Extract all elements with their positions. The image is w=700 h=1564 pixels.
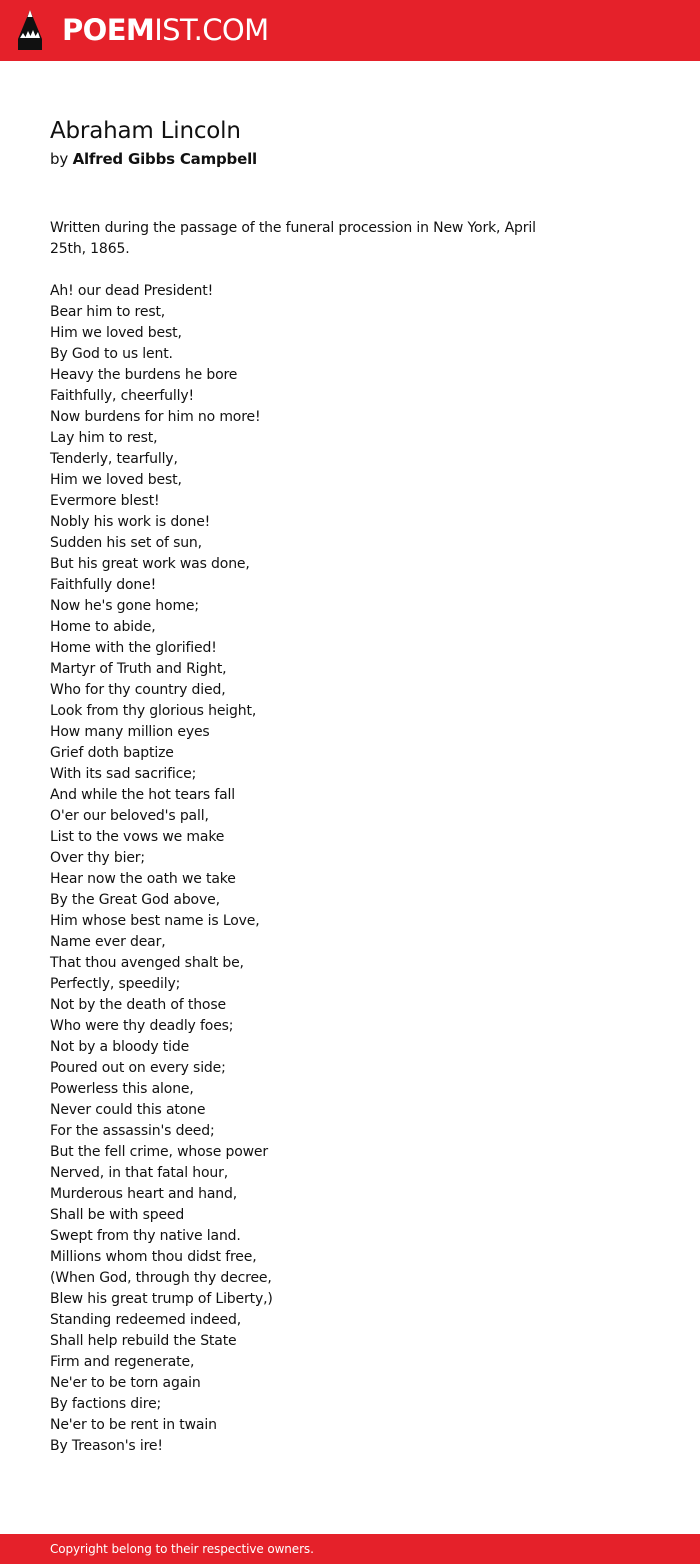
poem-line: Ah! our dead President! xyxy=(50,283,214,299)
poem-line: List to the vows we make xyxy=(50,829,225,845)
poem-line: Who were thy deadly foes; xyxy=(50,1018,234,1034)
poem-line: That thou avenged shalt be, xyxy=(50,955,244,971)
poem-line: Home to abide, xyxy=(50,619,156,635)
poem-line: Home with the glorified! xyxy=(50,640,217,656)
byline-label: by xyxy=(50,150,68,168)
poem-line: But his great work was done, xyxy=(50,556,250,572)
site-logo[interactable] xyxy=(62,12,269,48)
poem-line: Shall be with speed xyxy=(50,1207,185,1223)
poem-line: Faithfully done! xyxy=(50,577,157,593)
poem-line: Poured out on every side; xyxy=(50,1060,226,1076)
poem-line: Martyr of Truth and Right, xyxy=(50,661,227,677)
poem-line: Now burdens for him no more! xyxy=(50,409,261,425)
poem-line: Hear now the oath we take xyxy=(50,871,236,887)
poem-line: Over thy bier; xyxy=(50,850,145,866)
poem-line: For the assassin's deed; xyxy=(50,1123,215,1139)
poem-line: And while the hot tears fall xyxy=(50,787,236,803)
poem-line: Ne'er to be rent in twain xyxy=(50,1417,217,1433)
poem-line: How many million eyes xyxy=(50,724,210,740)
logo-brand-light: IST.COM xyxy=(154,13,269,47)
poem-line: Swept from thy native land. xyxy=(50,1228,241,1244)
poem-line: Millions whom thou didst free, xyxy=(50,1249,257,1265)
poem-intro: Written during the passage of the funeral procession in New York, April 25th, 1865. xyxy=(50,220,536,257)
logo-brand-bold: POEM xyxy=(62,13,155,47)
poem-line: Nerved, in that fatal hour, xyxy=(50,1165,229,1181)
poem-line: Murderous heart and hand, xyxy=(50,1186,238,1202)
poem-byline xyxy=(50,148,257,170)
author-link[interactable]: Alfred Gibbs Campbell xyxy=(72,150,257,168)
poem-line: Not by the death of those xyxy=(50,997,226,1013)
poem-line: (When God, through thy decree, xyxy=(50,1270,272,1286)
poem-line: Powerless this alone, xyxy=(50,1081,194,1097)
poem-body xyxy=(50,281,273,1457)
poem-line: Not by a bloody tide xyxy=(50,1039,190,1055)
poem-line: Blew his great trump of Liberty,) xyxy=(50,1291,273,1307)
poem-line: Tenderly, tearfully, xyxy=(50,451,178,467)
poem-line: Sudden his set of sun, xyxy=(50,535,202,551)
poem-line: Lay him to rest, xyxy=(50,430,158,446)
poem-line: Who for thy country died, xyxy=(50,682,226,698)
poem-line: By Treason's ire! xyxy=(50,1438,163,1454)
pencil-tip-icon[interactable] xyxy=(17,9,43,51)
poem-line: By God to us lent. xyxy=(50,346,173,362)
poem-line: By factions dire; xyxy=(50,1396,162,1412)
poem-line: But the fell crime, whose power xyxy=(50,1144,268,1160)
poem-line: Now he's gone home; xyxy=(50,598,199,614)
poem-line: Look from thy glorious height, xyxy=(50,703,257,719)
poem-line: Shall help rebuild the State xyxy=(50,1333,237,1349)
poem-line: Firm and regenerate, xyxy=(50,1354,195,1370)
poem-line: Him we loved best, xyxy=(50,472,182,488)
poem-line: Ne'er to be torn again xyxy=(50,1375,201,1391)
poem-line: Him whose best name is Love, xyxy=(50,913,260,929)
copyright-notice: Copyright belong to their respective owners. xyxy=(50,1542,314,1556)
poem-line: Perfectly, speedily; xyxy=(50,976,181,992)
poem-line: With its sad sacrifice; xyxy=(50,766,197,782)
poem-line: Grief doth baptize xyxy=(50,745,174,761)
poem-line: Heavy the burdens he bore xyxy=(50,367,238,383)
poem-line: O'er our beloved's pall, xyxy=(50,808,209,824)
poem-line: Nobly his work is done! xyxy=(50,514,211,530)
poem-line: By the Great God above, xyxy=(50,892,220,908)
poem-title: Abraham Lincoln xyxy=(50,118,241,144)
poem-line: Bear him to rest, xyxy=(50,304,166,320)
site-footer xyxy=(0,1534,700,1564)
poem-line: Evermore blest! xyxy=(50,493,160,509)
poem-line: Faithfully, cheerfully! xyxy=(50,388,194,404)
poem-line: Him we loved best, xyxy=(50,325,182,341)
poem-line: Never could this atone xyxy=(50,1102,206,1118)
site-header xyxy=(0,0,700,61)
poem-line: Standing redeemed indeed, xyxy=(50,1312,242,1328)
poem-line: Name ever dear, xyxy=(50,934,166,950)
